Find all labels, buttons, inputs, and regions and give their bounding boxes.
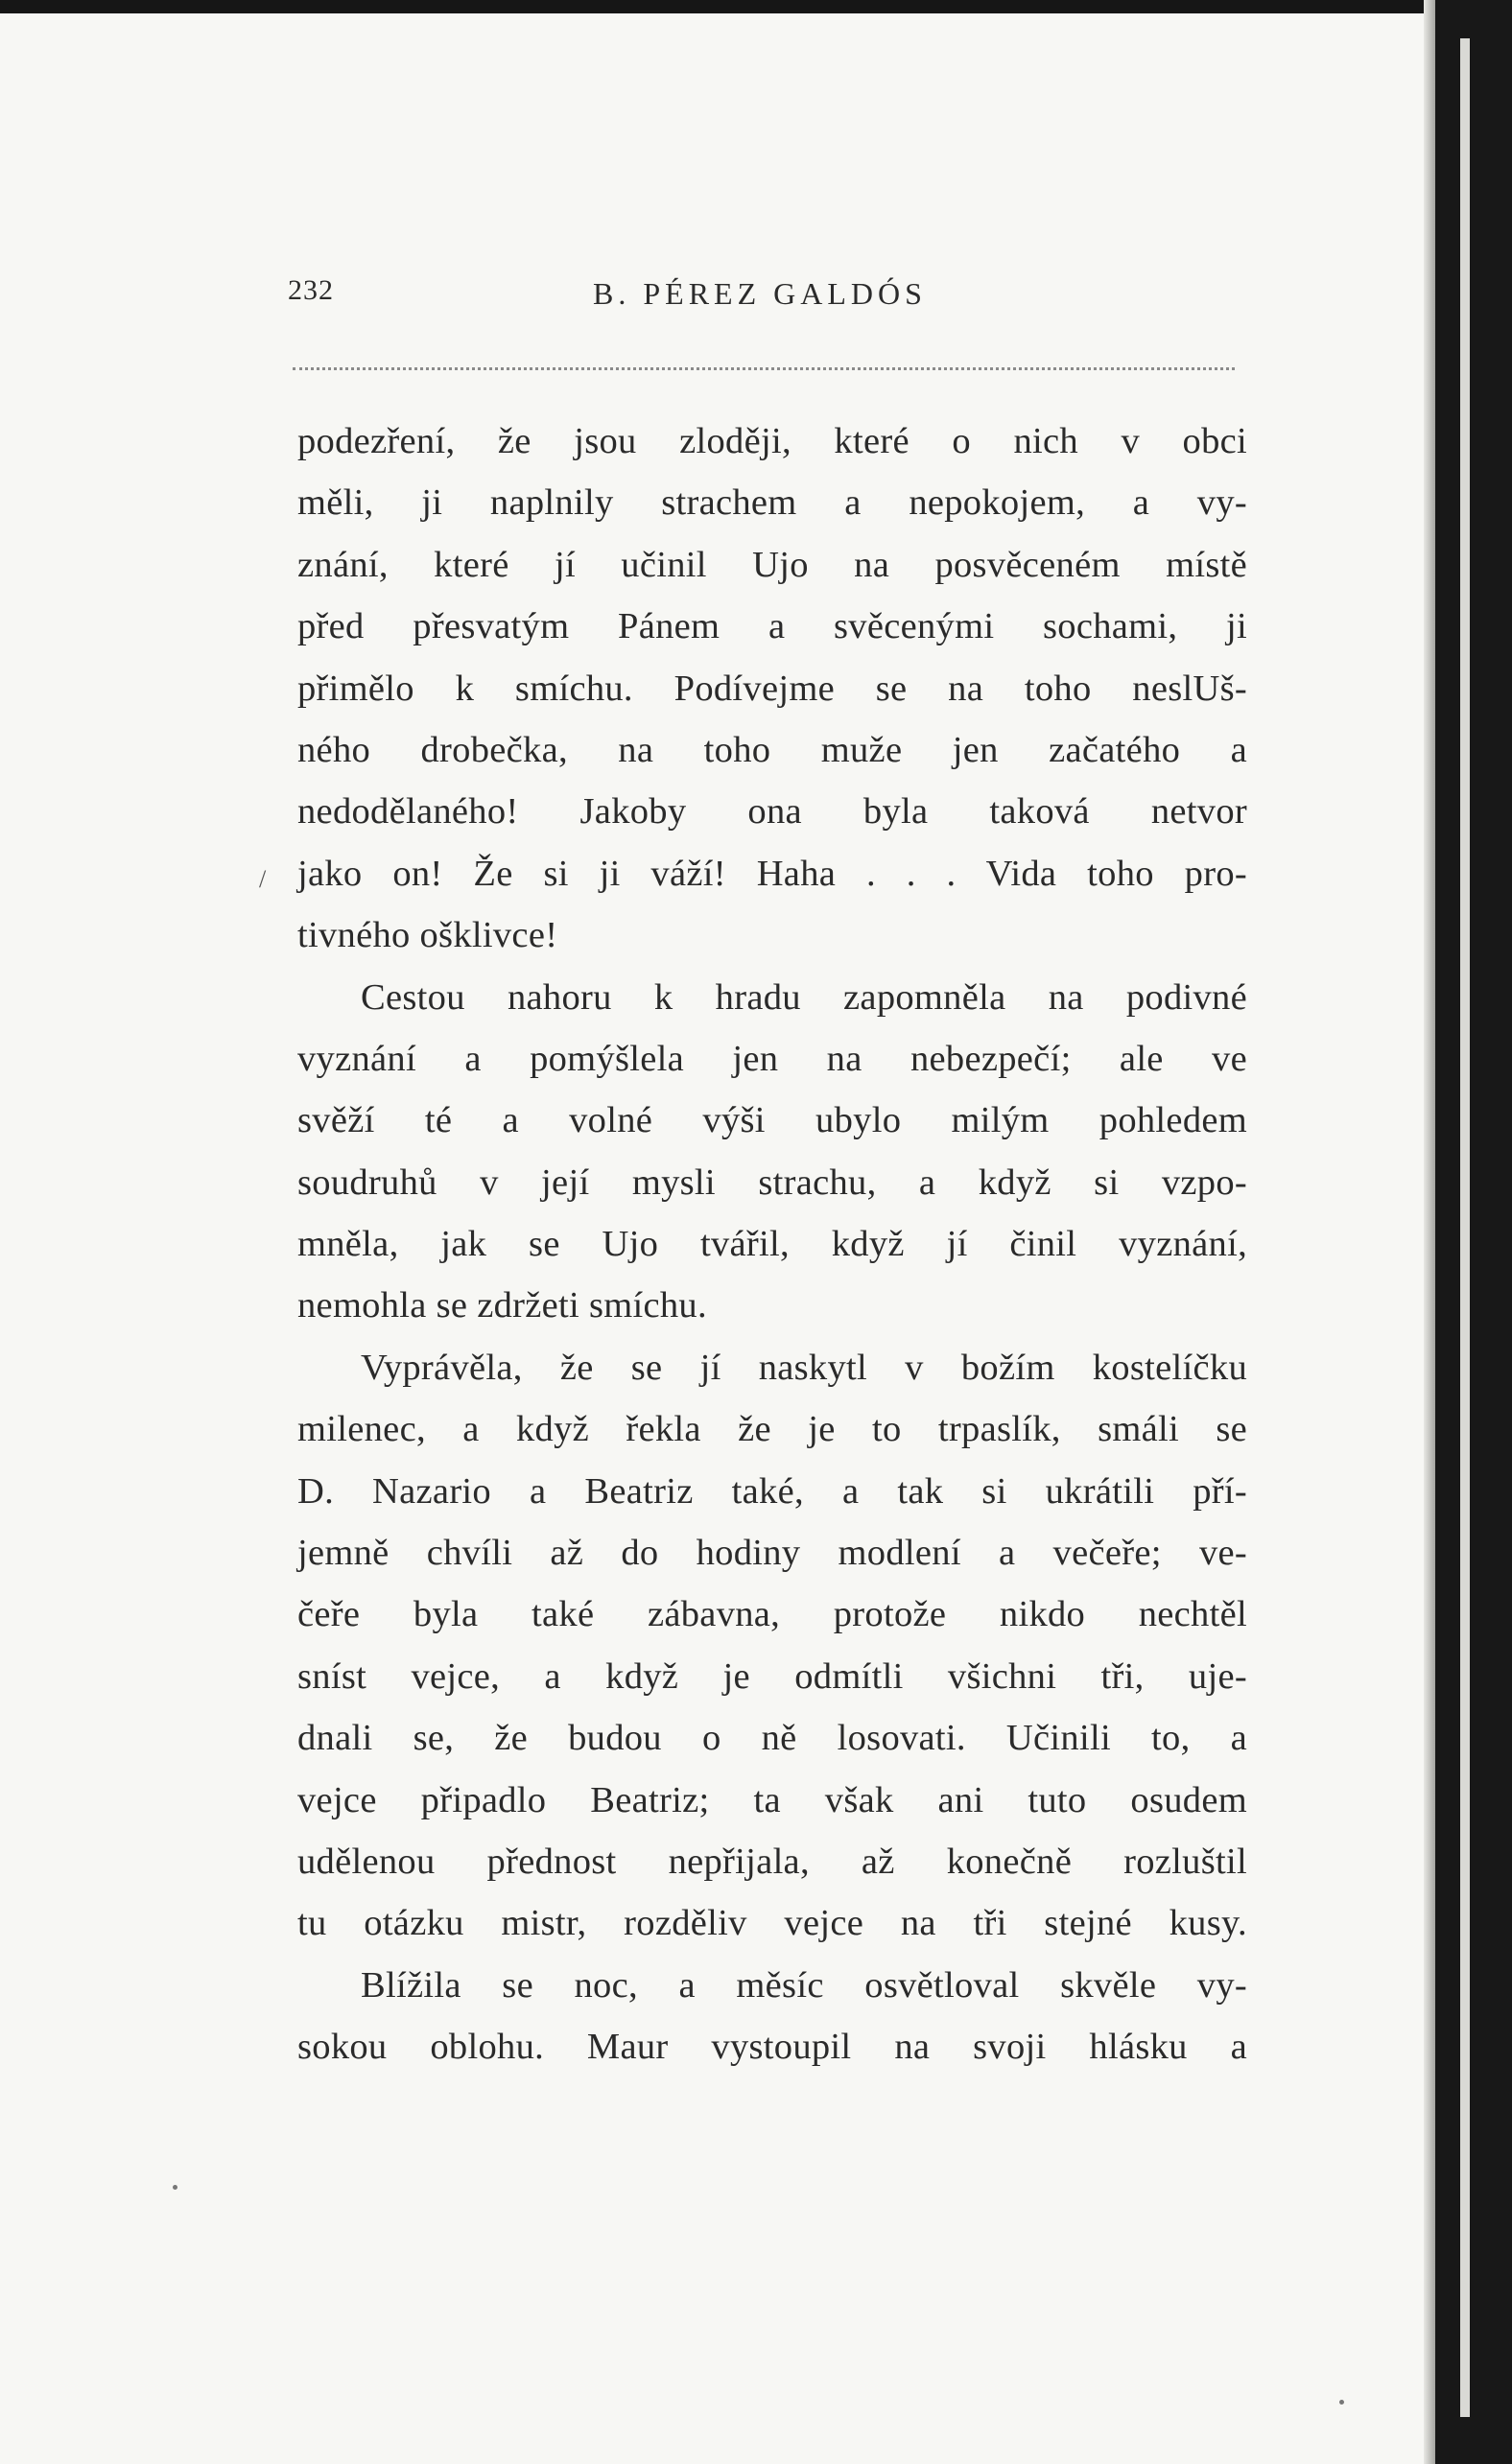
header-rule <box>293 367 1235 370</box>
text-line: vejce připadlo Beatriz; ta však ani tuto osudem <box>297 1779 1247 1820</box>
body-text <box>297 411 1247 2078</box>
page-header <box>288 274 1257 322</box>
text-line: mněla, jak se Ujo tvářil, když jí činil vyznání, <box>297 1224 1247 1265</box>
text-line: jako on! Že si ji váží! Haha . . . Vida toho pro- <box>297 853 1247 894</box>
text-line: Blížila se noc, a měsíc osvětloval skvěle vy- <box>361 1964 1247 2006</box>
text-line: nemohla se zdržeti smíchu. <box>297 1285 707 1326</box>
text-line: podezření, že jsou zloději, které o nich v obci <box>297 421 1247 461</box>
text-line: tu otázku mistr, rozděliv vejce na tři stejné kusy. <box>297 1903 1247 1944</box>
text-line: D. Nazario a Beatriz také, a tak si ukrátili pří- <box>297 1470 1247 1512</box>
text-line: před přesvatým Pánem a svěcenými sochami, ji <box>297 606 1247 647</box>
text-line: udělenou přednost nepřijala, až konečně rozluštil <box>297 1841 1247 1882</box>
text-line: nedodělaného! Jakoby ona byla taková netvor <box>297 791 1247 833</box>
text-line: soudruhů v její mysli strachu, a když si vzpo- <box>297 1162 1247 1203</box>
text-line: sníst vejce, a když je odmítli všichni tři, uje- <box>297 1655 1247 1697</box>
text-line: dnali se, že budou o ně losovati. Učinili to, a <box>297 1718 1247 1759</box>
text-line: Cestou nahoru k hradu zapomněla na podivné <box>361 976 1247 1018</box>
text-line: vyznání a pomýšlela jen na nebezpečí; ale ve <box>297 1038 1247 1079</box>
text-line: svěží té a volné výši ubylo milým pohledem <box>297 1100 1247 1141</box>
text-line: přimělo k smíchu. Podívejme se na toho neslUš- <box>297 668 1247 709</box>
margin-mark: / <box>259 865 267 893</box>
text-line: znání, které jí učinil Ujo na posvěceném místě <box>297 544 1247 585</box>
scan-edge-right <box>1435 0 1512 2464</box>
scan-speck <box>173 2185 177 2190</box>
text-line: sokou oblohu. Maur vystoupil na svoji hlásku a <box>297 2027 1247 2068</box>
scan-edge-strip <box>1460 38 1470 2417</box>
page-number: 232 <box>288 274 334 306</box>
scan-edge-top <box>0 0 1512 13</box>
text-line: jemně chvíli až do hodiny modlení a večeře; ve- <box>297 1533 1247 1574</box>
text-line: milenec, a když řekla že je to trpaslík, smáli se <box>297 1409 1247 1450</box>
text-line: tivného ošklivce! <box>297 915 558 956</box>
scan-speck <box>1339 2400 1344 2405</box>
text-line: měli, ji naplnily strachem a nepokojem, a vy- <box>297 482 1247 524</box>
running-head: B. PÉREZ GALDÓS <box>593 276 927 311</box>
text-line: Vyprávěla, že se jí naskytl v božím kostelíčku <box>361 1347 1247 1388</box>
text-line: čeře byla také zábavna, protože nikdo nechtěl <box>297 1594 1247 1635</box>
text-line: ného drobečka, na toho muže jen začatého a <box>297 729 1247 770</box>
